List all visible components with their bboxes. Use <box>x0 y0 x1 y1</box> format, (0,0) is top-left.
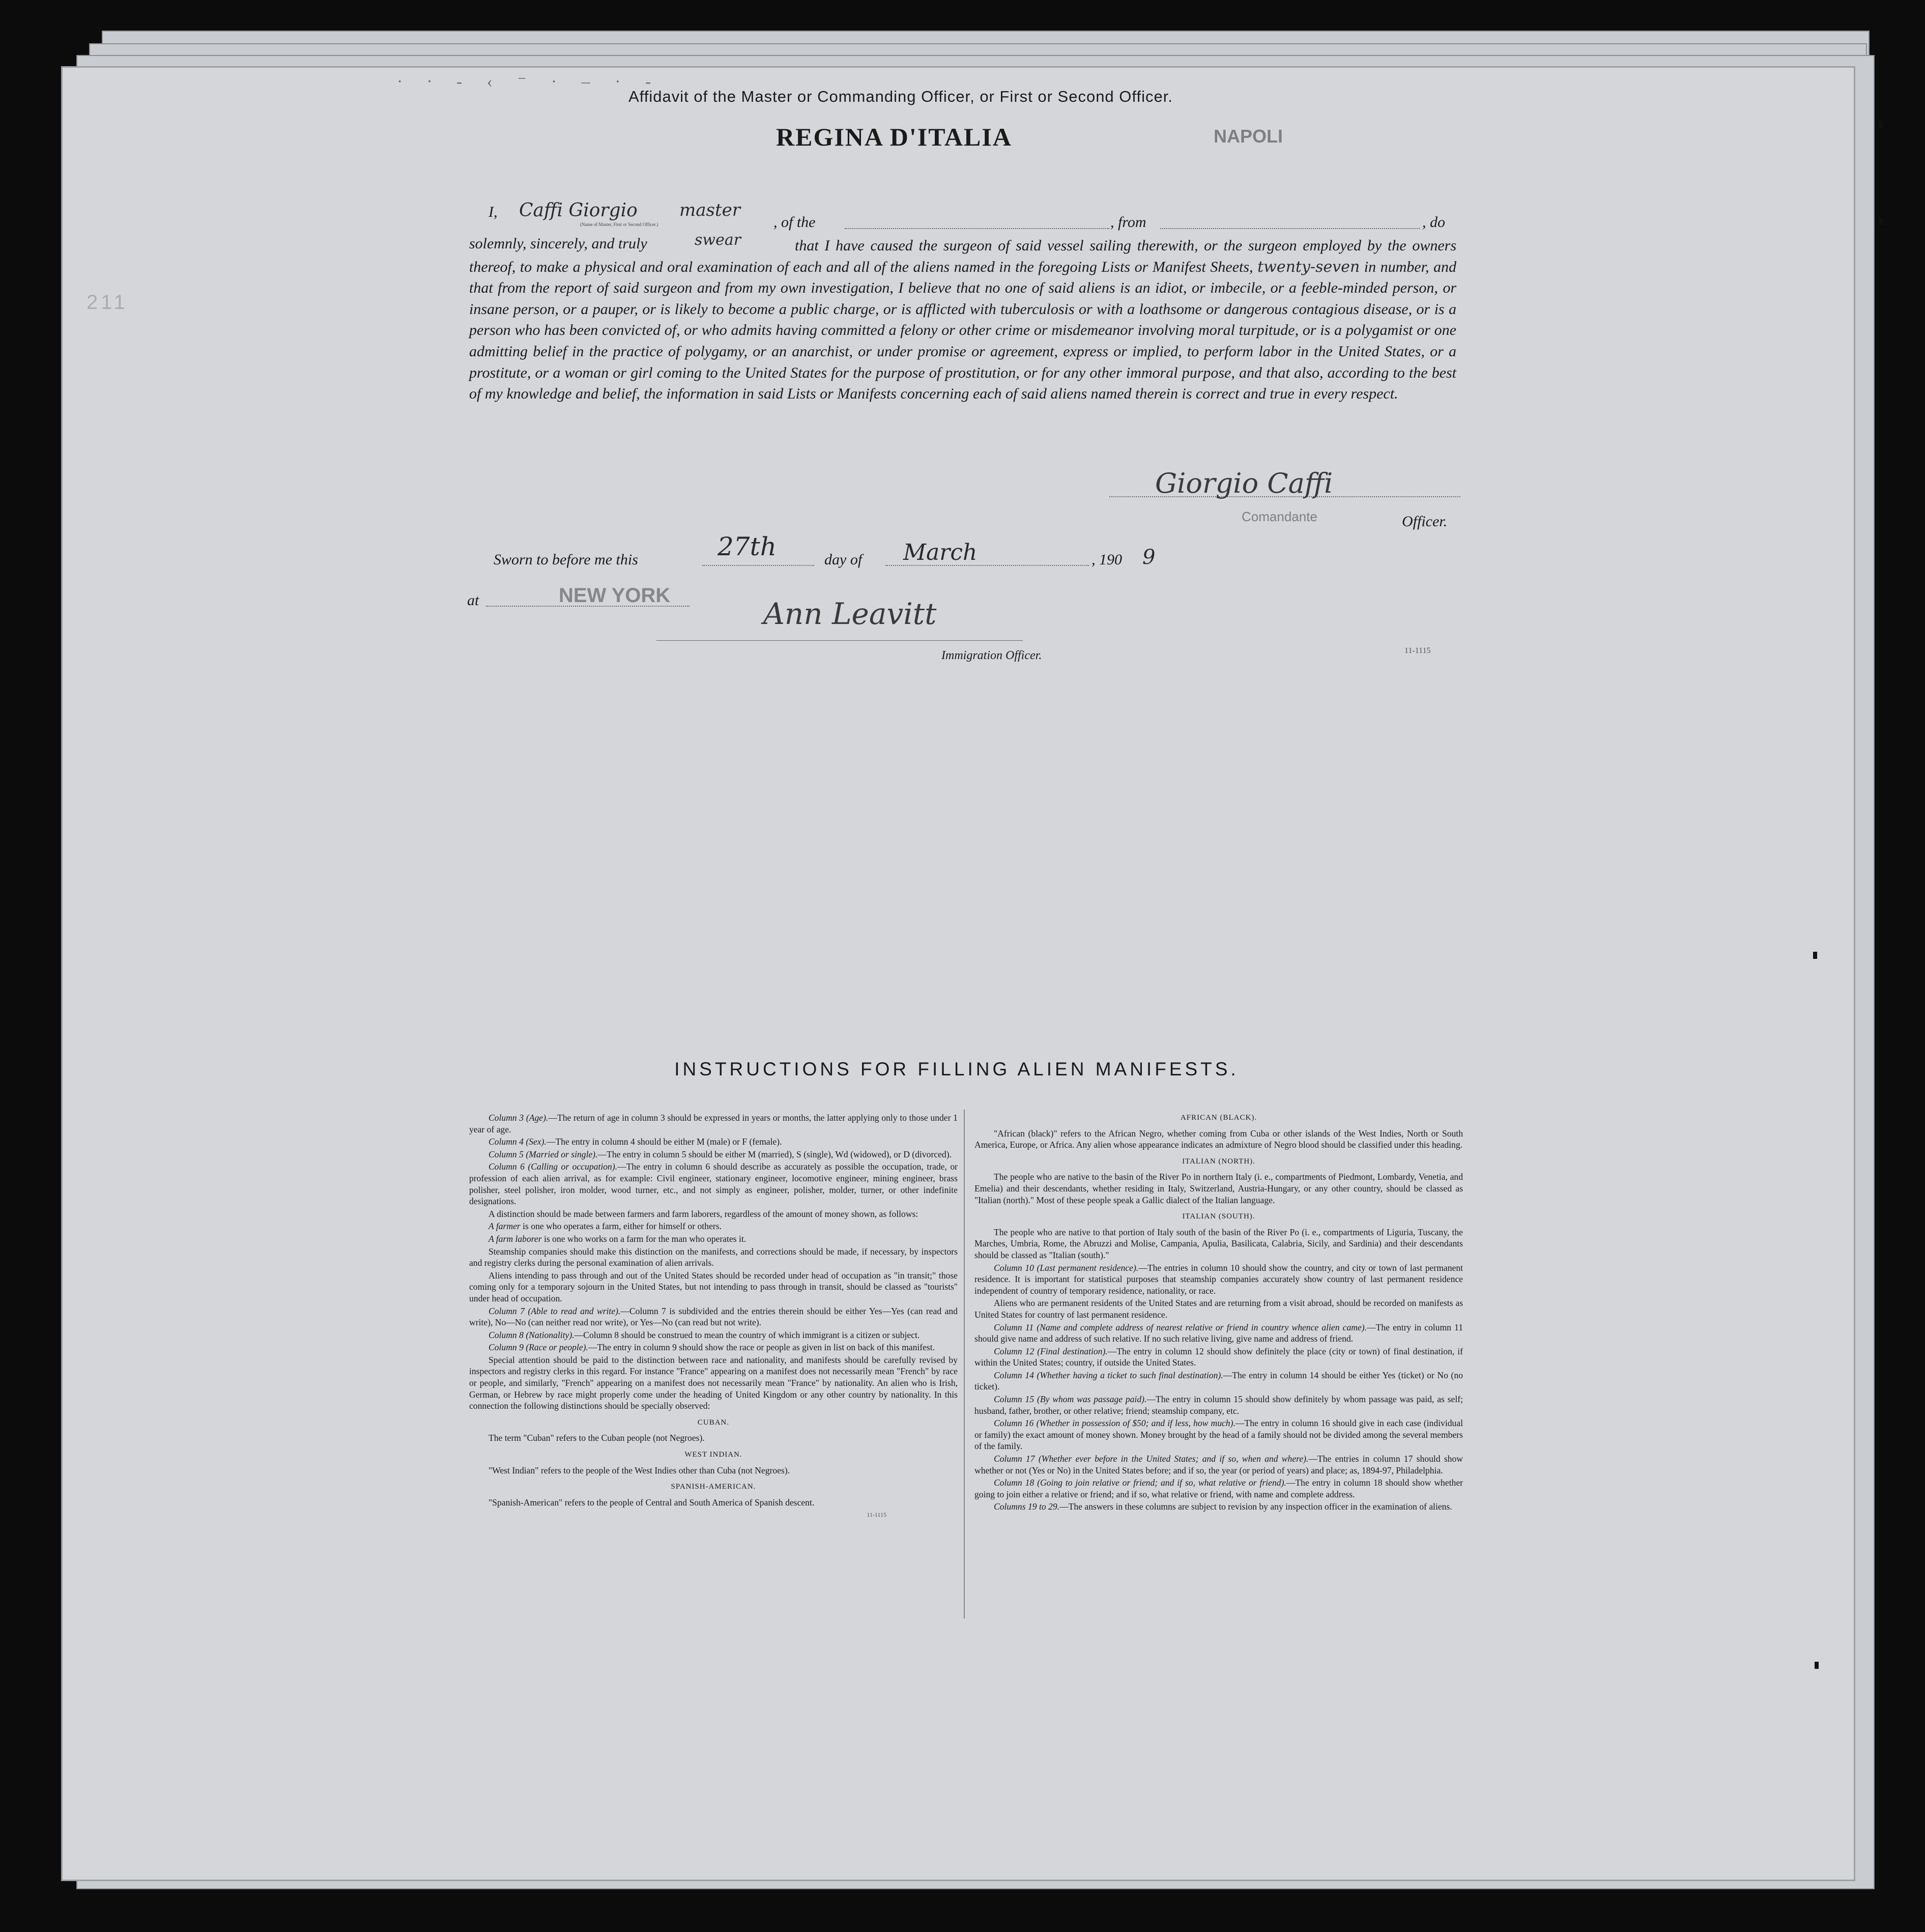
swear-word: swear <box>695 231 741 249</box>
instruction-item: Column 18 (Going to join relative or friend; and if so, what relative or friend).—The entry in column 18 should show whether going to join either a relative or friend; and if so, what relative or friend, with name and complete address. <box>974 1478 1463 1499</box>
affidavit-body <box>469 235 1456 405</box>
instruction-item: Aliens who are permanent residents of the United States and are returning from a visit abroad, should be recorded on manifests as United States for country of last permanent residence. <box>974 1298 1463 1320</box>
from-label: , from <box>1110 214 1146 231</box>
officer-label: Officer. <box>1402 513 1448 530</box>
immigration-signature-line <box>656 640 1023 641</box>
sheet-count: twenty-seven <box>1257 258 1360 276</box>
italian-south-text: The people who are native to that portion of Italy south of the basin of the River Po (i. e., compartments of Liguria, Tuscany, the Marches, Umbria, Rome, the Abruzzi and Molise, Campania, Apulia, Basilicata, Calabria, Sicily, and Sardinia) and their descendants should be classed as "Italian (south)." <box>974 1227 1463 1260</box>
left-column-code: 11-1115 <box>867 1511 886 1519</box>
instruction-item: Column 4 (Sex).—The entry in column 4 should be either M (male) or F (female). <box>489 1137 782 1147</box>
port-stamp: NAPOLI <box>1214 126 1283 147</box>
affidavit-text-b: that I have caused the surgeon of said vessel sailing therewith, or the surgeon employed by the owners thereof, to make a physical and oral examination of each and all of the aliens named in the foregoing Lists or Manifest Sheets, <box>469 237 1456 275</box>
column-divider <box>964 1110 965 1618</box>
cuban-heading: CUBAN. <box>697 1418 730 1427</box>
instruction-item: Column 5 (Married or single).—The entry in column 5 should be either M (married), S (single), Wd (widowed), or D (divorced). <box>489 1149 952 1159</box>
instruction-item: Column 11 (Name and complete address of nearest relative or friend in country whence alien came).—The entry in column 11 should give name and address of such relative. If no such relative living, give name and address of friend. <box>974 1322 1463 1344</box>
page-edge-mark <box>1813 952 1817 959</box>
instruction-item: Column 10 (Last permanent residence).—The entries in column 10 should show the country, and city or town of last permanent residence. It is important for statistical purposes that steamship companies accurately show country of last permanent residence independent of country of temporary residence, nationality, or race. <box>974 1262 1463 1296</box>
african-heading: AFRICAN (BLACK). <box>1180 1114 1257 1122</box>
role-caption: (Name of Master, First or Second Officer.) <box>580 222 658 227</box>
day-fill-line <box>702 565 814 566</box>
instruction-item: Column 17 (Whether ever before in the United States; and if so, when and where).—The entries in column 17 should show whether or not (Yes or No) in the United States before; and if so, the year (or period of years) and place; as, 1894-97, Philadelphia. <box>974 1454 1463 1475</box>
day-of-label: day of <box>824 551 863 568</box>
instruction-item: Column 12 (Final destination).—The entry in column 12 should show definitely the place (city or town) of final destination, if within the United States; country, if outside the United States. <box>974 1346 1463 1368</box>
italian-north-text: The people who are native to the basin of the River Po in northern Italy (i. e., compartments of Piedmont, Lombardy, Venetia, and Emelia) and their descendants, whether residing in Italy, Switzerland, Austria-Hungary, or any other country, should be classed as "Italian (north)." Most of these people speak a Gallic dialect of the Italian language. <box>974 1172 1463 1205</box>
instruction-item: Column 15 (By whom was passage paid).—The entry in column 15 should show definitely by whom passage was paid, as self; husband, father, brother, or other relative; friend; steamship company, etc. <box>974 1394 1463 1416</box>
solemnly-text: solemnly, sincerely, and truly <box>469 235 647 252</box>
sworn-day: 27th <box>717 532 777 561</box>
instruction-item: Steamship companies should make this distinction on the manifests, and corrections should be made, if necessary, by inspectors and registry clerks during the personal examination of alien arrivals. <box>469 1246 958 1268</box>
italian-north-heading: ITALIAN (NORTH). <box>1182 1157 1255 1166</box>
year-prefix: , 190 <box>1091 551 1122 568</box>
master-name: Caffi Giorgio <box>519 200 638 221</box>
west-indian-text: "West Indian" refers to the people of the West Indies other than Cuba (not Negroes). <box>489 1465 790 1475</box>
do-label: , do <box>1422 214 1445 231</box>
instructions-left-column <box>469 1112 958 1521</box>
instruction-item: Special attention should be paid to the distinction between race and nationality, and manifests should be carefully revised by inspectors and registry clerks in this regard. For instance "France" appearing on a manifest does not necessarily mean "French" by race or people, and similarly, "French" appearing on a manifest does not necessarily mean "France" by nationality. An alien who is Irish, German, or Hebrew by race might properly come under the heading of United Kingdom or any other country by nationality. In this connection the following distinctions should be specially observed: <box>469 1354 958 1411</box>
of-the-label: , of the <box>773 214 816 231</box>
bleed-through-number: 211 <box>87 291 128 314</box>
african-text: "African (black)" refers to the African Negro, whether coming from Cuba or other islands of the West Indies, North or South America, Europe, or Africa. Any alien whose appearance indicates an admixture of Negro blood should be classified under this heading. <box>974 1128 1463 1150</box>
i-label: I, <box>489 204 498 220</box>
bleed-through-marks: · ∙ - ‹ ⁻ · ‒ · - <box>397 72 662 91</box>
ship-fill-line <box>845 228 1109 229</box>
sworn-month: March <box>903 539 978 565</box>
instruction-item: A farm laborer is one who works on a farm for the man who operates it. <box>489 1233 746 1244</box>
page-edge-mark <box>1815 1662 1819 1669</box>
instruction-item: Column 3 (Age).—The return of age in column 3 should be expressed in years or months, the latter applying only to those under 1 year of age. <box>469 1113 958 1134</box>
master-role: master <box>679 200 740 220</box>
cuban-text: The term "Cuban" refers to the Cuban people (not Negroes). <box>489 1433 705 1443</box>
italian-south-heading: ITALIAN (SOUTH). <box>1182 1212 1255 1221</box>
sworn-text: Sworn to before me this <box>494 551 638 568</box>
year-digit: 9 <box>1142 546 1156 569</box>
instructions-title: INSTRUCTIONS FOR FILLING ALIEN MANIFESTS. <box>674 1059 1239 1079</box>
instruction-item: Column 8 (Nationality).—Column 8 should be construed to mean the country of which immigrant is a citizen or subject. <box>489 1329 920 1340</box>
page-edge-mark <box>1879 218 1883 225</box>
instruction-item: Column 14 (Whether having a ticket to such final destination).—The entry in column 14 should be either Yes (ticket) or No (no ticket). <box>974 1370 1463 1392</box>
place-stamp: NEW YORK <box>559 584 671 607</box>
instruction-item: Column 7 (Able to read and write).—Column 7 is subdivided and the entries therein should be either Yes—Yes (can read and write), No—No (can neither read nor write), or Yes—No (can read but not write). <box>469 1305 958 1328</box>
instruction-item: Columns 19 to 29.—The answers in these columns are subject to revision by any inspection officer in the examination of aliens. <box>994 1501 1452 1512</box>
instruction-item: Column 6 (Calling or occupation).—The entry in column 6 should describe as accurately as possible the occupation, trade, or profession of each alien arrival, as for example: Civil engineer, stationary engineer, locomotive engineer, mining engineer, brass polisher, steel polisher, iron molder, wood turner, etc., and not simply as engineer, polisher, molder, turner, or other indefinite designations. <box>469 1161 958 1207</box>
instruction-item: Column 9 (Race or people).—The entry in column 9 should show the race or people as given in list on back of this manifest. <box>489 1342 935 1353</box>
instruction-item: A distinction should be made between farmers and farm laborers, regardless of the amount of money shown, as follows: <box>489 1208 918 1219</box>
instruction-item: A farmer is one who operates a farm, either for himself or others. <box>489 1221 722 1232</box>
ship-name-stamp: REGINA D'ITALIA <box>776 123 1012 151</box>
spanish-american-text: "Spanish-American" refers to the people of Central and South America of Spanish descent. <box>489 1497 815 1508</box>
immigration-signature: Ann Leavitt <box>763 596 937 631</box>
west-indian-heading: WEST INDIAN. <box>684 1451 742 1459</box>
spanish-american-heading: SPANISH-AMERICAN. <box>671 1483 756 1491</box>
affidavit-text-c: in number, and that from the report of said surgeon and from my own investigation, I believe that no one of said aliens is an idiot, or imbecile, or a feeble-minded person, or insane person, or a pauper, or is likely to become a public charge, or is afflicted with tuberculosis or with a loathsome or dangerous contagious disease, or is a person who has been convicted of, or who admits having committed a felony or other crime or misdemeanor involving moral turpitude, or is a polygamist or one admitting belief in the practice of polygamy, or an anarchist, or under promise or agreement, express or implied, to perform labor in the United States, or a prostitute, or a woman or girl coming to the United States for the purpose of prostitution, or for any other immoral purpose, and that also, according to the best of my knowledge and belief, the information in said Lists or Manifests concerning each of said aliens named therein is correct and true in every respect. <box>469 258 1457 403</box>
immigration-label: Immigration Officer. <box>941 649 1042 662</box>
officer-signature: Giorgio Caffi <box>1155 467 1333 499</box>
at-label: at <box>467 592 479 609</box>
form-code: 11-1115 <box>1404 646 1431 655</box>
affidavit-title: Affidavit of the Master or Commanding Officer, or First or Second Officer. <box>628 88 1173 105</box>
port-fill-line <box>1160 228 1420 229</box>
instructions-right-column <box>974 1112 1463 1514</box>
page-edge-mark <box>1879 121 1883 128</box>
instruction-item: Aliens intending to pass through and out of the United States should be recorded under head of occupation as "in transit;" those coming only for a temporary sojourn in the United States, but not intending to pass through in transit, should be classed as "tourists" under head of occupation. <box>469 1270 958 1303</box>
officer-stamp: Comandante <box>1242 509 1317 524</box>
instruction-item: Column 16 (Whether in possession of $50; and if less, how much).—The entry in column 16 should give in each case (individual or family) the exact amount of money shown. Money brought by the head of a family should not be divided among the several members of the family. <box>974 1418 1463 1452</box>
